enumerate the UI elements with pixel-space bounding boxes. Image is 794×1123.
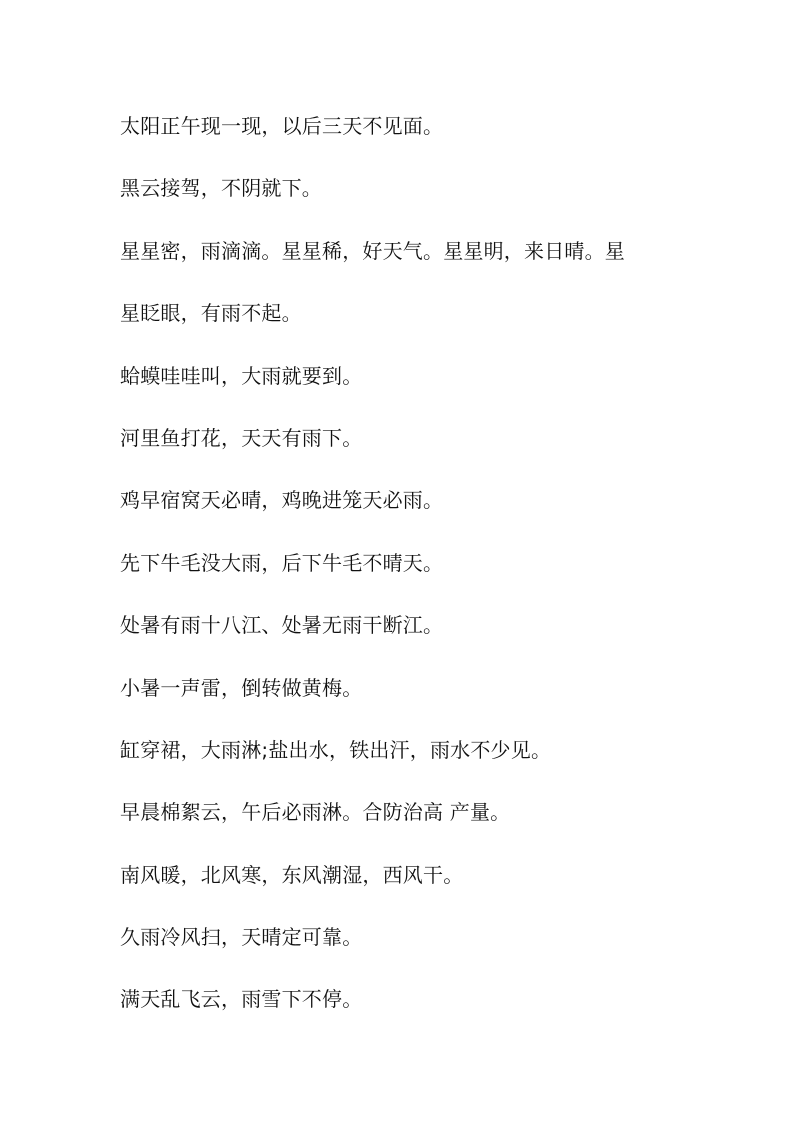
text-line: 星眨眼，有雨不起。 <box>120 301 302 326</box>
text-line: 太阳正午现一现，以后三天不见面。 <box>120 114 444 138</box>
text-line: 河里鱼打花，天天有雨下。 <box>120 425 363 450</box>
text-line: 缸穿裙，大雨淋;盐出水，铁出汗，雨水不少见。 <box>120 737 552 762</box>
text-line: 星星密，雨滴滴。星星稀，好天气。星星明，来日晴。星 <box>120 238 625 263</box>
text-line: 鸡早宿窝天必晴，鸡晚进笼天必雨。 <box>120 488 444 513</box>
text-body <box>120 110 680 1046</box>
text-line: 先下牛毛没大雨，后下牛毛不晴天。 <box>120 550 444 575</box>
text-line: 早晨棉絮云，午后必雨淋。合防治高 产量。 <box>120 800 511 825</box>
text-line: 久雨冷风扫，天晴定可靠。 <box>120 925 363 950</box>
text-line: 满天乱飞云，雨雪下不停。 <box>120 987 363 1012</box>
text-line: 黑云接驾，不阴就下。 <box>120 176 322 201</box>
text-line: 处暑有雨十八江、处暑无雨干断江。 <box>120 613 444 638</box>
text-line: 南风暖，北风寒，东风潮湿，西风干。 <box>120 862 464 887</box>
text-line: 小暑一声雷，倒转做黄梅。 <box>120 675 363 700</box>
text-line: 蛤蟆哇哇叫，大雨就要到。 <box>120 363 363 388</box>
